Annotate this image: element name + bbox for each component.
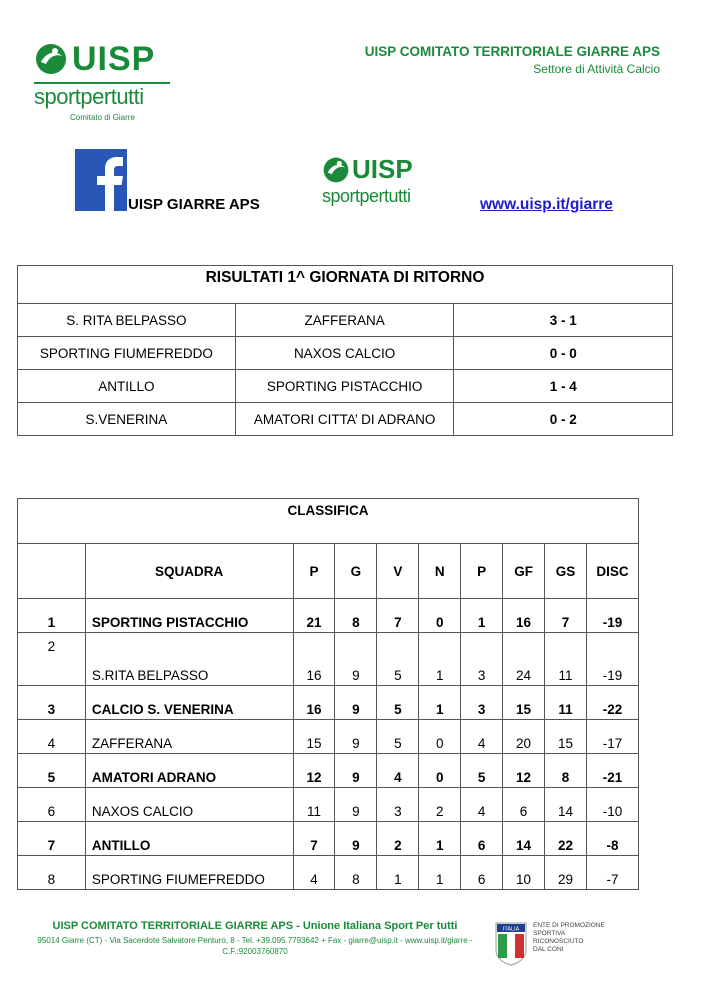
row-points: 7 <box>293 822 335 856</box>
header-lost: P <box>461 544 503 599</box>
uisp-logo-text: UISP <box>352 154 413 184</box>
row-drawn: 0 <box>419 754 461 788</box>
away-team: NAXOS CALCIO <box>235 337 454 370</box>
match-score: 0 - 2 <box>454 403 673 436</box>
row-team: SPORTING PISTACCHIO <box>85 599 293 633</box>
row-drawn: 0 <box>419 720 461 754</box>
results-title: RISULTATI 1^ GIORNATA DI RITORNO <box>18 266 673 304</box>
row-goals-for: 6 <box>503 788 545 822</box>
header-won: V <box>377 544 419 599</box>
footer-address <box>30 935 480 957</box>
header-goals-against: GS <box>545 544 587 599</box>
row-lost: 6 <box>461 822 503 856</box>
row-lost: 5 <box>461 754 503 788</box>
header-goals-for: GF <box>503 544 545 599</box>
row-drawn: 2 <box>419 788 461 822</box>
header-played: G <box>335 544 377 599</box>
row-played: 9 <box>335 686 377 720</box>
row-team: CALCIO S. VENERINA <box>85 686 293 720</box>
row-goals-against: 11 <box>545 633 587 686</box>
away-team: ZAFFERANA <box>235 304 454 337</box>
standings-row <box>18 788 639 822</box>
row-team: S.RITA BELPASSO <box>85 633 293 686</box>
results-table <box>17 265 673 436</box>
row-goals-for: 16 <box>503 599 545 633</box>
standings-row <box>18 754 639 788</box>
row-discipline: -7 <box>586 856 638 890</box>
row-lost: 6 <box>461 856 503 890</box>
row-discipline: -17 <box>586 720 638 754</box>
row-position: 7 <box>18 822 86 856</box>
org-header <box>365 44 660 76</box>
row-discipline: -21 <box>586 754 638 788</box>
standings-row <box>18 720 639 754</box>
row-won: 7 <box>377 599 419 633</box>
match-score: 1 - 4 <box>454 370 673 403</box>
away-team: AMATORI CITTA’ DI ADRANO <box>235 403 454 436</box>
home-team: SPORTING FIUMEFREDDO <box>18 337 236 370</box>
row-goals-for: 12 <box>503 754 545 788</box>
header-drawn: N <box>419 544 461 599</box>
row-goals-for: 10 <box>503 856 545 890</box>
row-lost: 4 <box>461 720 503 754</box>
row-discipline: -10 <box>586 788 638 822</box>
row-lost: 1 <box>461 599 503 633</box>
coni-country-label: ITALIA <box>502 926 520 933</box>
row-won: 5 <box>377 633 419 686</box>
row-team: SPORTING FIUMEFREDDO <box>85 856 293 890</box>
uisp-logo-tagline: sportpertutti <box>34 84 144 109</box>
row-points: 16 <box>293 686 335 720</box>
header-position <box>18 544 86 599</box>
uisp-logo-tagline: sportpertutti <box>322 186 411 206</box>
row-won: 4 <box>377 754 419 788</box>
uisp-logo <box>34 40 174 125</box>
footer-tax-code: C.F.:92003760870 <box>222 947 288 956</box>
uisp-logo-center <box>322 154 432 214</box>
row-position: 1 <box>18 599 86 633</box>
row-position: 5 <box>18 754 86 788</box>
standings-header-row <box>18 544 639 599</box>
row-goals-against: 15 <box>545 720 587 754</box>
row-played: 9 <box>335 720 377 754</box>
standings-row <box>18 856 639 890</box>
uisp-logo-mark-icon <box>34 42 68 76</box>
row-played: 9 <box>335 788 377 822</box>
standings-row <box>18 633 639 686</box>
row-discipline: -19 <box>586 599 638 633</box>
footer-title: UISP COMITATO TERRITORIALE GIARRE APS - Unione Italiana Sport Per tutti <box>52 920 458 932</box>
row-drawn: 1 <box>419 633 461 686</box>
standings-row <box>18 686 639 720</box>
row-goals-against: 22 <box>545 822 587 856</box>
match-row <box>18 370 673 403</box>
row-discipline: -22 <box>586 686 638 720</box>
row-team: AMATORI ADRANO <box>85 754 293 788</box>
org-title: UISP COMITATO TERRITORIALE GIARRE APS <box>364 44 660 59</box>
row-discipline: -19 <box>586 633 638 686</box>
row-won: 1 <box>377 856 419 890</box>
home-team: S. RITA BELPASSO <box>18 304 236 337</box>
row-points: 16 <box>293 633 335 686</box>
row-won: 3 <box>377 788 419 822</box>
match-score: 0 - 0 <box>454 337 673 370</box>
home-team: ANTILLO <box>18 370 236 403</box>
row-played: 9 <box>335 754 377 788</box>
row-team: ANTILLO <box>85 822 293 856</box>
match-row <box>18 304 673 337</box>
row-points: 21 <box>293 599 335 633</box>
row-goals-for: 14 <box>503 822 545 856</box>
row-lost: 4 <box>461 788 503 822</box>
row-drawn: 1 <box>419 686 461 720</box>
row-points: 12 <box>293 754 335 788</box>
home-team: S.VENERINA <box>18 403 236 436</box>
header-points: P <box>293 544 335 599</box>
row-goals-for: 15 <box>503 686 545 720</box>
match-row <box>18 337 673 370</box>
row-won: 5 <box>377 720 419 754</box>
row-goals-against: 8 <box>545 754 587 788</box>
row-played: 8 <box>335 856 377 890</box>
footer <box>30 920 480 957</box>
standings-row <box>18 599 639 633</box>
row-drawn: 1 <box>419 822 461 856</box>
row-points: 4 <box>293 856 335 890</box>
row-drawn: 1 <box>419 856 461 890</box>
row-points: 15 <box>293 720 335 754</box>
row-goals-for: 24 <box>503 633 545 686</box>
coni-recognition-text: ENTE DI PROMOZIONE SPORTIVA RICONOSCIUTO DAL CONI <box>533 922 605 953</box>
row-goals-against: 11 <box>545 686 587 720</box>
standings-row <box>18 822 639 856</box>
row-position: 6 <box>18 788 86 822</box>
website-link[interactable]: www.uisp.it/giarre <box>480 196 613 213</box>
uisp-logo-mark-icon <box>322 156 350 184</box>
row-played: 8 <box>335 599 377 633</box>
uisp-logo-text: UISP <box>72 40 156 78</box>
row-goals-against: 29 <box>545 856 587 890</box>
uisp-logo-committee: Comitato di Giarre <box>70 113 135 122</box>
row-position: 2 <box>18 633 86 686</box>
facebook-page-label[interactable]: UISP GIARRE APS <box>128 196 260 213</box>
row-lost: 3 <box>461 686 503 720</box>
header-team: SQUADRA <box>85 544 293 599</box>
standings-title: CLASSIFICA <box>18 499 639 544</box>
row-won: 5 <box>377 686 419 720</box>
coni-shield-icon <box>495 922 527 966</box>
row-team: ZAFFERANA <box>85 720 293 754</box>
row-position: 4 <box>18 720 86 754</box>
row-points: 11 <box>293 788 335 822</box>
header-discipline: DISC <box>586 544 638 599</box>
row-won: 2 <box>377 822 419 856</box>
facebook-icon[interactable] <box>75 149 127 211</box>
row-discipline: -8 <box>586 822 638 856</box>
match-score: 3 - 1 <box>454 304 673 337</box>
coni-badge <box>495 922 615 970</box>
row-played: 9 <box>335 822 377 856</box>
row-position: 3 <box>18 686 86 720</box>
standings-table <box>17 498 639 890</box>
row-drawn: 0 <box>419 599 461 633</box>
row-goals-against: 14 <box>545 788 587 822</box>
footer-contact: 95014 Giarre (CT) - Via Sacerdote Salvatore Penturo, 8 - Tel. +39.095.7793642 + Fax - giarre@uisp.it - www.uisp.it/giarre - <box>37 936 473 945</box>
match-row <box>18 403 673 436</box>
row-goals-for: 20 <box>503 720 545 754</box>
row-played: 9 <box>335 633 377 686</box>
row-goals-against: 7 <box>545 599 587 633</box>
away-team: SPORTING PISTACCHIO <box>235 370 454 403</box>
org-subtitle: Settore di Attività Calcio <box>533 62 660 76</box>
row-lost: 3 <box>461 633 503 686</box>
row-position: 8 <box>18 856 86 890</box>
row-team: NAXOS CALCIO <box>85 788 293 822</box>
